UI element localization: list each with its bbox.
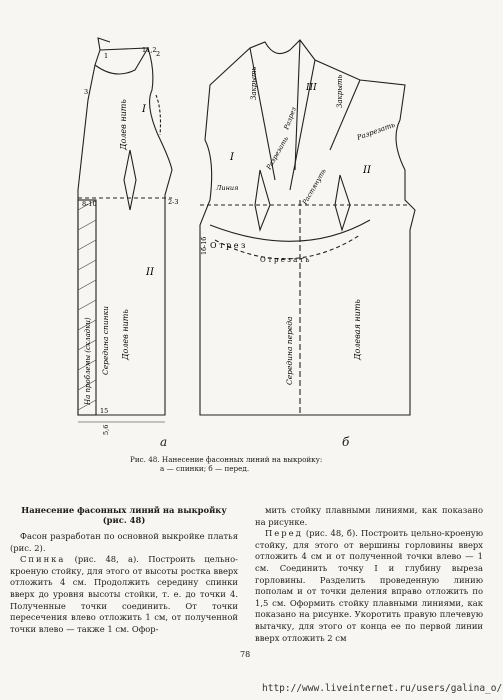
front-paragraph [255, 528, 483, 644]
front-otrez: О т р е з [210, 241, 246, 250]
back-fold: На проблемы (складки) [84, 317, 92, 405]
front-roman-1: I [230, 152, 234, 163]
front-roman-2: II [363, 165, 371, 176]
back-dart [124, 150, 136, 210]
intro-paragraph: Фасон разработан по основной выкройке платья (рис. 2). [10, 531, 238, 553]
back-text: (рис. 48, а). Построить цельно-кроеную стойку, для этого от высоты ростка вверх отложить 4 см. Продолжить середину спинки вверх до уровня высоты стойки, т. е. до точки 4. Полученные точки соединить. От точки пересечения влево отложить 1 см, от полученной точки влево — также 1 см. Офор- [10, 554, 238, 634]
pattern-drawing [60, 30, 480, 460]
back-grain-1: Долев нить [119, 99, 128, 150]
back-center: Середина спинки [101, 306, 110, 375]
front-lead: Перед [265, 528, 303, 539]
back-mark-15: 15 [100, 407, 109, 415]
front-cut-1: Разрезать [355, 120, 397, 142]
front-cut-2: Разрезать [264, 135, 291, 171]
section-heading [10, 505, 238, 525]
back-mark-1: 1 [104, 52, 109, 60]
front-mark-16: 1б-1б [200, 236, 208, 255]
figure-label-a: а [160, 435, 168, 449]
front-center: Середина переда [285, 316, 294, 385]
section-heading-line-2: (рис. 48) [102, 515, 146, 525]
figure-caption [130, 455, 390, 473]
back-paragraph [10, 554, 238, 635]
front-grain: Долевая нить [353, 299, 362, 360]
back-mark-5-6: 5,6 [102, 424, 110, 435]
back-mark-8-10: 8-10 [82, 200, 97, 208]
pattern-figure [60, 30, 480, 460]
front-line-label: Линия [216, 184, 239, 192]
page-number: 78 [240, 650, 251, 659]
back-lead: Спинка [20, 554, 66, 565]
caption-line-1: Рис. 48. Нанесение фасонных линий на выкройку: [130, 455, 323, 464]
back-mark-2: 2 [156, 50, 161, 58]
watermark-url: http://www.liveinternet.ru/users/galina_o/ [262, 683, 503, 694]
front-close-2: Закрыть [336, 74, 344, 108]
back-mark-11-2: 11,2 [142, 46, 157, 54]
back-grain-2: Долев нить [121, 309, 130, 360]
front-dart-2 [335, 175, 350, 230]
front-otrezat: О т р е з а т ь [260, 256, 310, 264]
front-close-1: Закрыть [250, 66, 258, 100]
back-mark-2-3: 2-3 [168, 198, 179, 206]
front-cut-3: Разрез [282, 105, 298, 131]
front-dart-1 [255, 170, 270, 230]
figure-label-b: б [342, 435, 350, 449]
back-roman-2: II [146, 267, 154, 278]
front-stretch: Растянуть [300, 167, 328, 206]
right-column [255, 505, 483, 644]
back-mark-3: 3 [84, 88, 89, 96]
continuation-paragraph: мить стойку плавными линиями, как показано на рисунке. [255, 505, 483, 527]
front-roman-3: III [306, 83, 317, 93]
front-text: (рис. 48, б). Построить цельно-кроеную стойку, для этого от вершины горловины вверх отложить 4 см и от полученной точки влево — 1 см. Соединить точку I и глубину выреза горловины. Разделить проведенную линию пополам и от точки деления вправо отложить по 1,5 см. Оформить стойку плавными линиями, как показано на рисунке. Укоротить правую плечевую вытачку, для этого от конца ее по первой линии вверх отложить 2 см [255, 528, 484, 643]
back-roman-1: I [142, 104, 146, 115]
caption-line-2: а — спинки; б — перед. [160, 464, 250, 473]
section-heading-line-1: Нанесение фасонных линий на выкройку [21, 505, 227, 515]
left-column [10, 505, 238, 635]
